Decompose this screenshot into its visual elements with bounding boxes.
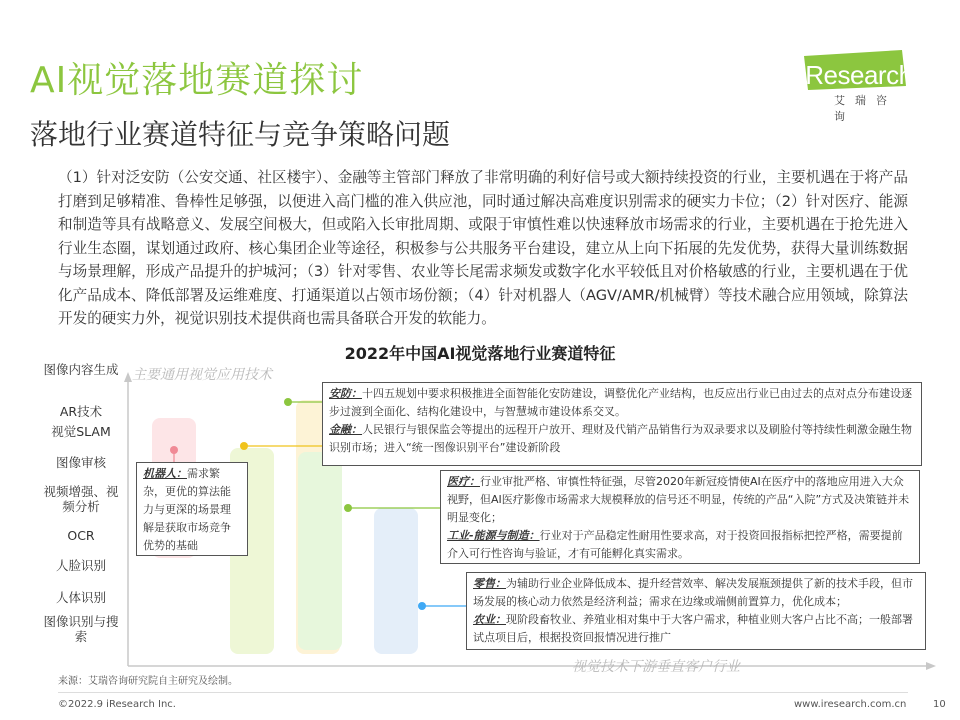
tech-label: 人脸识别 [55, 558, 106, 573]
body-paragraph: （1）针对泛安防（公安交通、社区楼宇）、金融等主管部门释放了非常明确的利好信号或大额持续投资的行业，主要机遇在于将产品打磨到足够精准、鲁棒性足够强，以便进入高门槛的准入供应池，同时通过解决高难度识别需求的硬实力卡位；（2）针对医疗、能源和制造等具有战略意义、发展空间极大，但或陷入长审批周期、或限于审慎性难以快速释放市场需求的行业，主要机遇在于抢先进入行业生态圈，谋划通过政府、核心集团企业等途径，积极参与公共服务平台建设，建立从上向下拓展的先发优势，获得大量训练数据与场景理解，形成产品提升的护城河；（3）针对零售、农业等长尾需求频发或数字化水平较低且对价格敏感的行业，主要机遇在于优化产品成本、降低部署及运维难度、打通渠道以占领市场份额；（4）针对机器人（AGV/AMR/机械臂）等技术融合应用领域，除算法开发的硬实力外，视觉识别技术提供商也需具备联合开发的软能力。 [58, 169, 908, 327]
logo-subtitle: 艾瑞咨询 [834, 94, 897, 123]
tech-label: 图像审核 [55, 455, 106, 470]
retail-text: 为辅助行业企业降低成本、提升经营效率、解决发展瓶颈提供了新的技术手段，但市场发展的核心动力依然是经济利益；需求在边缘或端侧前置算力，优化成本； [473, 577, 913, 608]
chart-title: 2022年中国AI视觉落地行业赛道特征 [344, 344, 616, 363]
security-item [329, 385, 915, 421]
bar-medical-industry [298, 452, 342, 650]
page-number: 10 [933, 699, 946, 710]
axis-arrow-up-icon [124, 372, 132, 382]
axis-arrow-right-icon [926, 662, 936, 670]
robot-label: 机器人： [143, 467, 187, 480]
retail-item [473, 575, 919, 611]
website-link[interactable]: www.iresearch.com.cn [794, 699, 907, 710]
security-text: 十四五规划中要求积极推进全面智能化安防建设，调整优化产业结构，也反应出行业已由过去的点对点分布建设逐步过渡到全面化、结构化建设中，与智慧城市建设体系交叉。 [329, 387, 912, 418]
tech-label: 人体识别 [55, 590, 106, 605]
industry-text: 行业对于产品稳定性耐用性要求高，对于投资回报指标把控严格，需要提前介入可行性咨询与验证，才有可能孵化真实需求。 [447, 529, 903, 560]
security-finance-box [322, 382, 922, 466]
dot-finance [240, 442, 248, 450]
agri-text: 现阶段畜牧业、养殖业相对集中于大客户需求，种植业则大客户占比不高；一般部署试点项目后，根据投资回报情况进行推广 [473, 613, 913, 644]
copyright: ©2022.9 iResearch Inc. [58, 699, 176, 710]
page-title: AI视觉落地赛道探讨 [30, 60, 364, 101]
footer-divider [58, 692, 908, 693]
industry-item [447, 527, 913, 563]
dot-retail [418, 602, 426, 610]
source-note: 来源：艾瑞咨询研究院自主研究及绘制。 [58, 676, 238, 687]
robot-text: 需求繁杂，更优的算法能力与更深的场景理解是获取市场竞争优势的基础 [143, 467, 231, 552]
medical-text: 行业审批严格、审慎性特征强，尽管2020年新冠疫情使AI在医疗中的落地应用进入大众视野，但AI医疗影像市场需求大规模释放的信号还不明显，传统的产品“入院”方式及决策链并未明显变化； [447, 475, 910, 524]
medical-industry-box [440, 470, 920, 564]
robot-box [136, 462, 248, 556]
logo-wordmark: iResearch [800, 60, 913, 90]
tech-label: OCR [67, 528, 95, 543]
tech-label: 视觉SLAM [51, 424, 111, 439]
security-label: 安防： [329, 387, 362, 400]
finance-item [329, 421, 915, 457]
dot-robot [170, 446, 178, 454]
medical-item [447, 473, 913, 527]
tech-label: 视频增强、视频分析 [43, 484, 119, 514]
dot-security [284, 398, 292, 406]
medical-label: 医疗： [447, 475, 480, 488]
industry-label: 工业-能源与制造： [447, 529, 540, 542]
retail-agri-box [466, 572, 926, 650]
tech-label: AR技术 [59, 404, 103, 419]
finance-text: 人民银行与银保监会等提出的远程开户放开、理财及代销产品销售行为双录要求以及刷脸付等持续性刺激金融生物识别市场；进入“统一图像识别平台”建设新阶段 [329, 423, 912, 454]
tech-label: 图像识别与搜索 [43, 614, 119, 644]
bar-retail-agri [374, 508, 418, 654]
retail-label: 零售： [473, 577, 506, 590]
agri-item [473, 611, 919, 647]
tech-label: 图像内容生成 [43, 362, 119, 377]
dot-medical [344, 504, 352, 512]
finance-label: 金融： [329, 423, 362, 436]
x-axis-label: 视觉技术下游垂直客户行业 [572, 659, 740, 675]
page-subtitle: 落地行业赛道特征与竞争策略问题 [30, 118, 451, 151]
y-axis-label: 主要通用视觉应用技术 [132, 367, 272, 383]
agri-label: 农业： [473, 613, 506, 626]
